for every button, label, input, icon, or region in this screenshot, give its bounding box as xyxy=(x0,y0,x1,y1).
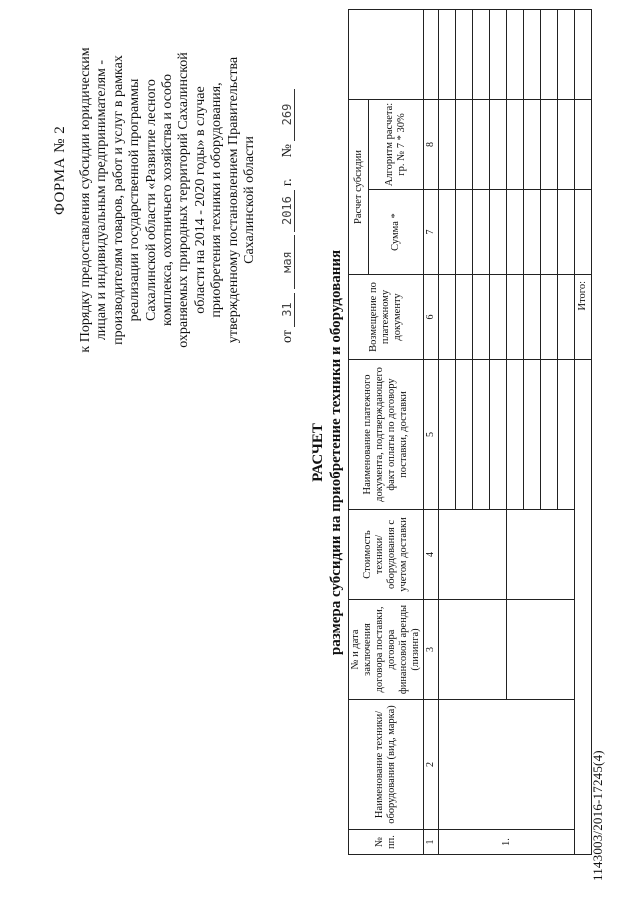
date-prefix: от xyxy=(280,330,295,343)
table-cell xyxy=(524,9,541,99)
table-cell xyxy=(507,275,524,360)
reference-block xyxy=(78,25,258,375)
date-year: 2016 xyxy=(280,190,295,232)
reference-line: лицам и индивидуальным предпринимателям - xyxy=(94,59,110,341)
document-stamp: 1143003/2016-17245(4) xyxy=(590,750,605,881)
table-cell xyxy=(473,360,490,510)
table-cell xyxy=(524,360,541,510)
table-cell xyxy=(524,190,541,275)
table-cell xyxy=(439,9,456,99)
header-reimbursement: Возмещение по платежному документу xyxy=(349,275,424,360)
column-number-spacer xyxy=(424,9,439,99)
table-cell xyxy=(473,275,490,360)
table-cell xyxy=(473,9,490,99)
total-algorithm-cell xyxy=(575,99,592,189)
table-cell xyxy=(456,99,473,189)
total-spacer-cell xyxy=(575,9,592,99)
date-year-suffix: г. xyxy=(280,178,295,187)
column-number: 4 xyxy=(424,510,439,600)
reference-line: Сахалинской области «Развитие лесного xyxy=(143,79,159,321)
table-cell xyxy=(490,9,507,99)
reference-line: к Порядку предоставления субсидии юридическим xyxy=(78,47,93,353)
reference-line: области на 2014 - 2020 годы» в случае xyxy=(192,86,208,314)
header-spacer xyxy=(349,9,424,99)
reference-line: реализации государственной программы xyxy=(127,78,143,322)
table-cell xyxy=(490,190,507,275)
table-cell xyxy=(439,360,456,510)
table-cell xyxy=(558,190,575,275)
column-number: 3 xyxy=(424,600,439,700)
total-sum-cell xyxy=(575,190,592,275)
header-cost: Стоимость техники/ оборудования с учетом доставки xyxy=(349,510,424,600)
number-sign: № xyxy=(280,144,295,158)
reference-line: утвержденному постановлением Правительства xyxy=(225,56,241,344)
table-cell xyxy=(541,9,558,99)
table-cell xyxy=(541,360,558,510)
table-cell-contract xyxy=(439,600,507,700)
table-cell xyxy=(541,190,558,275)
table-cell xyxy=(558,275,575,360)
approval-date-line xyxy=(280,89,296,343)
header-algorithm: Алгоритм расчета: гр. № 7 * 30% xyxy=(369,99,424,189)
total-spacer xyxy=(575,360,592,855)
table-cell xyxy=(456,190,473,275)
table-cell-contract xyxy=(507,600,575,700)
header-payment-document: Наименование платежного документа, подтверждающего факт оплаты по договору поставки, доставки xyxy=(349,360,424,510)
table-cell xyxy=(558,9,575,99)
date-day: 31 xyxy=(280,293,295,327)
table-cell xyxy=(524,275,541,360)
header-number: № пп. xyxy=(349,830,424,855)
column-number: 5 xyxy=(424,360,439,510)
table-cell xyxy=(558,360,575,510)
header-sum: Сумма * xyxy=(369,190,424,275)
resolution-number: 269 xyxy=(280,89,295,141)
document-title: РАСЧЕТ xyxy=(310,423,326,482)
reference-line: Сахалинской области xyxy=(242,136,258,264)
header-subsidy-group: Расчет субсидии xyxy=(349,99,369,274)
table-cell xyxy=(490,275,507,360)
table-cell-cost xyxy=(439,510,507,600)
column-number: 7 xyxy=(424,190,439,275)
table-cell xyxy=(490,360,507,510)
table-cell-equipment xyxy=(439,700,575,830)
table-cell xyxy=(558,99,575,189)
table-cell xyxy=(507,360,524,510)
table-cell xyxy=(490,99,507,189)
column-number: 1 xyxy=(424,830,439,855)
table-cell xyxy=(541,275,558,360)
form-label: ФОРМА № 2 xyxy=(52,125,68,215)
column-number: 8 xyxy=(424,99,439,189)
table-cell xyxy=(456,9,473,99)
table-cell xyxy=(473,190,490,275)
table-cell xyxy=(524,99,541,189)
table-cell xyxy=(439,99,456,189)
column-number: 6 xyxy=(424,275,439,360)
table-cell xyxy=(439,190,456,275)
table-cell-cost xyxy=(507,510,575,600)
table-cell xyxy=(507,9,524,99)
reference-line: производителям товаров, работ и услуг в рамках xyxy=(110,55,126,345)
subsidy-calculation-table xyxy=(348,9,592,855)
table-cell xyxy=(507,99,524,189)
table-cell xyxy=(473,99,490,189)
total-label: Итого: xyxy=(575,275,592,360)
reference-line: комплекса, охотничьего хозяйства и особо xyxy=(160,73,176,327)
reference-line: охраняемых природных территорий Сахалинской xyxy=(176,52,192,348)
header-contract: № и дата заключения договора поставки, договора финансовой аренды (лизинга) xyxy=(349,600,424,700)
date-month: мая xyxy=(280,235,295,289)
column-number: 2 xyxy=(424,700,439,830)
table-cell xyxy=(456,275,473,360)
header-equipment-name: Наименование техники/оборудования (вид, марка) xyxy=(349,700,424,830)
table-cell xyxy=(541,99,558,189)
document-subtitle: размера субсидии на приобретение техники и оборудования xyxy=(328,249,344,656)
reference-line: приобретения техники и оборудования, xyxy=(209,82,225,318)
table-cell xyxy=(456,360,473,510)
item-number: 1. xyxy=(439,830,575,855)
table-cell xyxy=(439,275,456,360)
table-cell xyxy=(507,190,524,275)
